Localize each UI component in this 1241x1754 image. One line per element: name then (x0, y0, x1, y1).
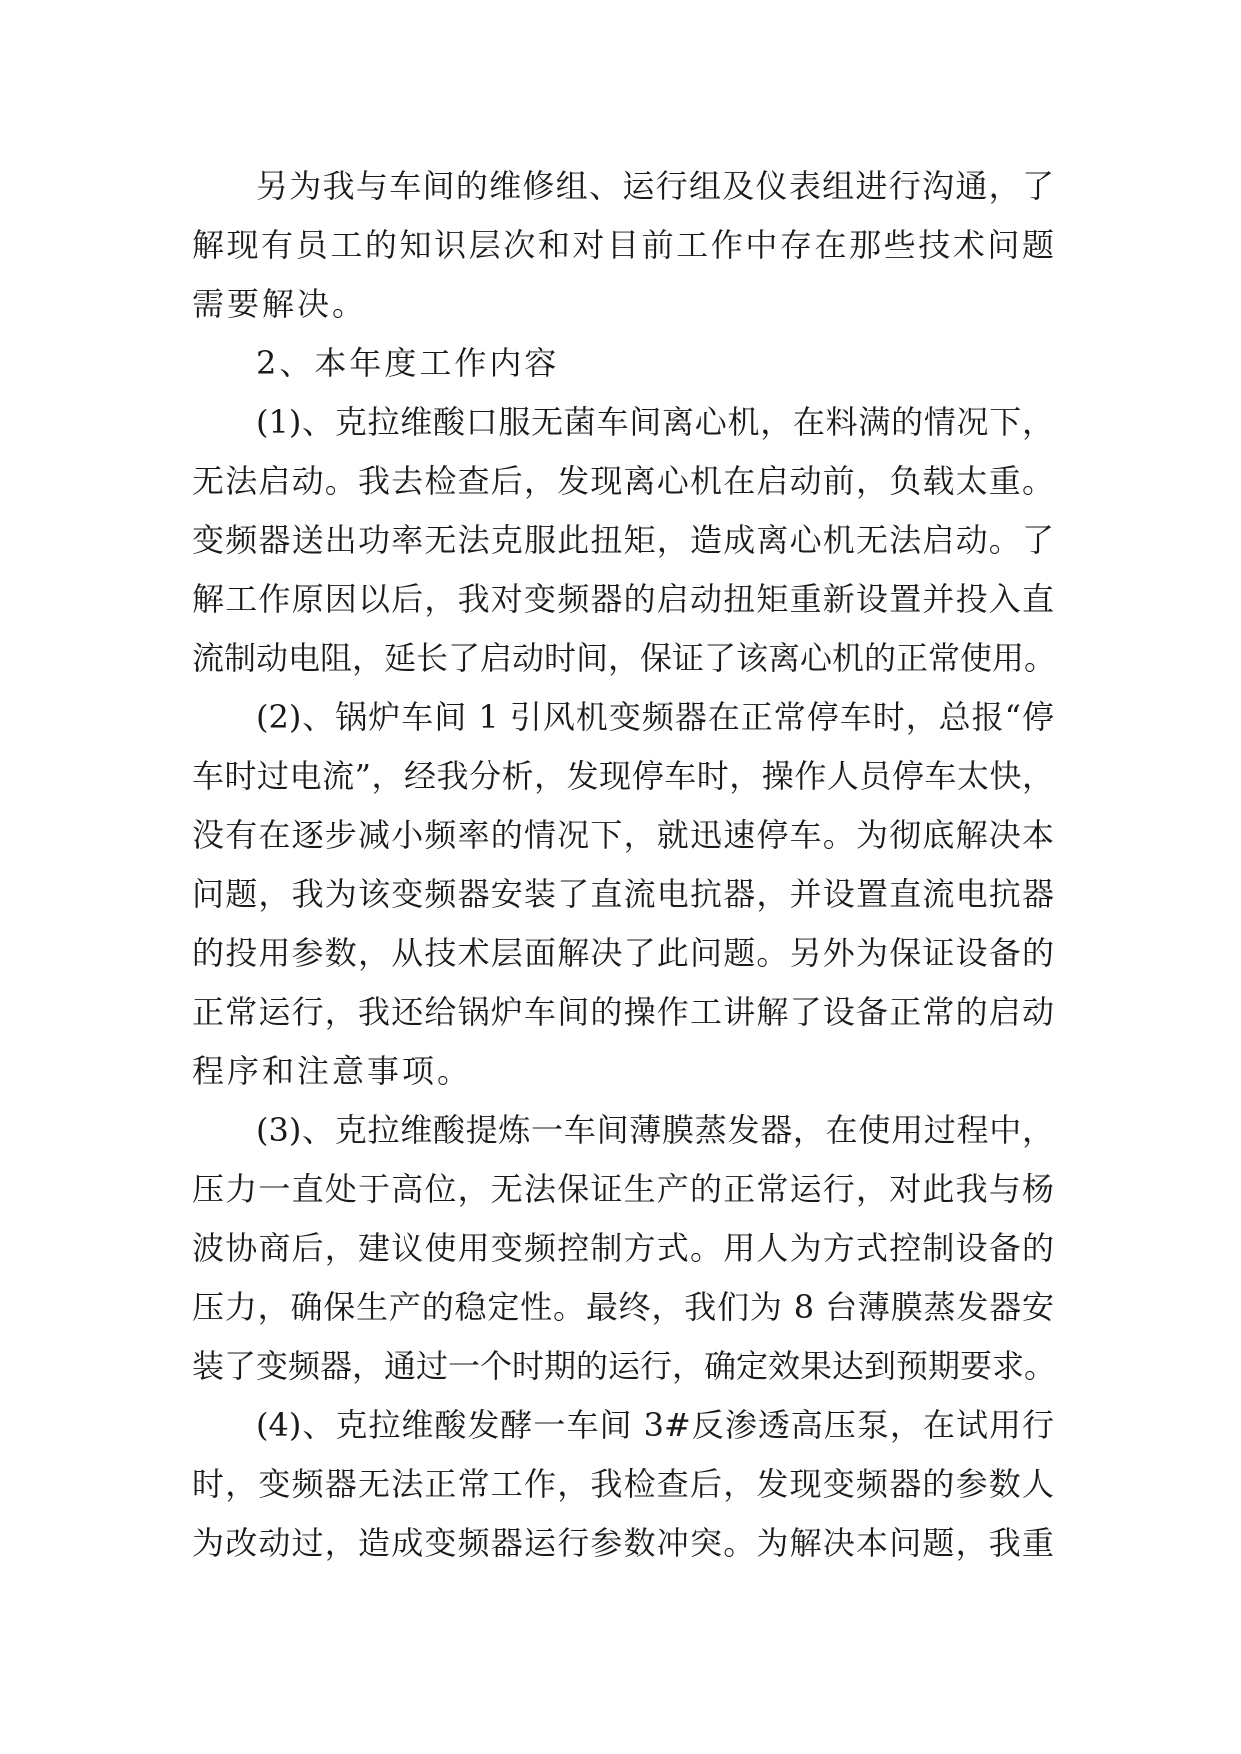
text-line: 压力，确保生产的稳定性。最终，我们为 8 台薄膜蒸发器安 (192, 1288, 1054, 1326)
text-line: 变频器送出功率无法克服此扭矩，造成离心机无法启动。了 (192, 521, 1054, 559)
text-line: 问题，我为该变频器安装了直流电抗器，并设置直流电抗器 (192, 875, 1054, 913)
text-line: 解现有员工的知识层次和对目前工作中存在那些技术问题 (192, 226, 1054, 264)
text-line: 没有在逐步减小频率的情况下，就迅速停车。为彻底解决本 (192, 816, 1054, 854)
text-line: 压力一直处于高位，无法保证生产的正常运行，对此我与杨 (192, 1170, 1054, 1208)
text-line: (2)、锅炉车间 1 引风机变频器在正常停车时，总报“停 (256, 698, 1054, 736)
text-line: 正常运行，我还给锅炉车间的操作工讲解了设备正常的启动 (192, 993, 1054, 1031)
text-line: 需要解决。 (192, 285, 368, 323)
section-heading: 2、本年度工作内容 (256, 344, 560, 382)
text-line: 车时过电流”，经我分析，发现停车时，操作人员停车太快， (192, 757, 1054, 795)
text-line: 时，变频器无法正常工作，我检查后，发现变频器的参数人 (192, 1465, 1054, 1503)
text-line: 无法启动。我去检查后，发现离心机在启动前，负载太重。 (192, 462, 1054, 500)
text-line: 波协商后，建议使用变频控制方式。用人为方式控制设备的 (192, 1229, 1054, 1267)
text-line: (3)、克拉维酸提炼一车间薄膜蒸发器，在使用过程中， (256, 1111, 1054, 1149)
text-line: 为改动过，造成变频器运行参数冲突。为解决本问题，我重 (192, 1524, 1054, 1562)
text-line: (4)、克拉维酸发酵一车间 3#反渗透高压泵，在试用行 (256, 1406, 1054, 1444)
text-line: 装了变频器，通过一个时期的运行，确定效果达到预期要求。 (192, 1347, 1057, 1385)
text-line: 流制动电阻，延长了启动时间，保证了该离心机的正常使用。 (192, 639, 1057, 677)
text-line: 程序和注意事项。 (192, 1052, 473, 1090)
text-line: 解工作原因以后，我对变频器的启动扭矩重新设置并投入直 (192, 580, 1054, 618)
text-line: 另为我与车间的维修组、运行组及仪表组进行沟通，了 (256, 167, 1054, 205)
body-text (192, 157, 1057, 1573)
text-line: 的投用参数，从技术层面解决了此问题。另外为保证设备的 (192, 934, 1054, 972)
text-line: (1)、克拉维酸口服无菌车间离心机，在料满的情况下， (256, 403, 1054, 441)
